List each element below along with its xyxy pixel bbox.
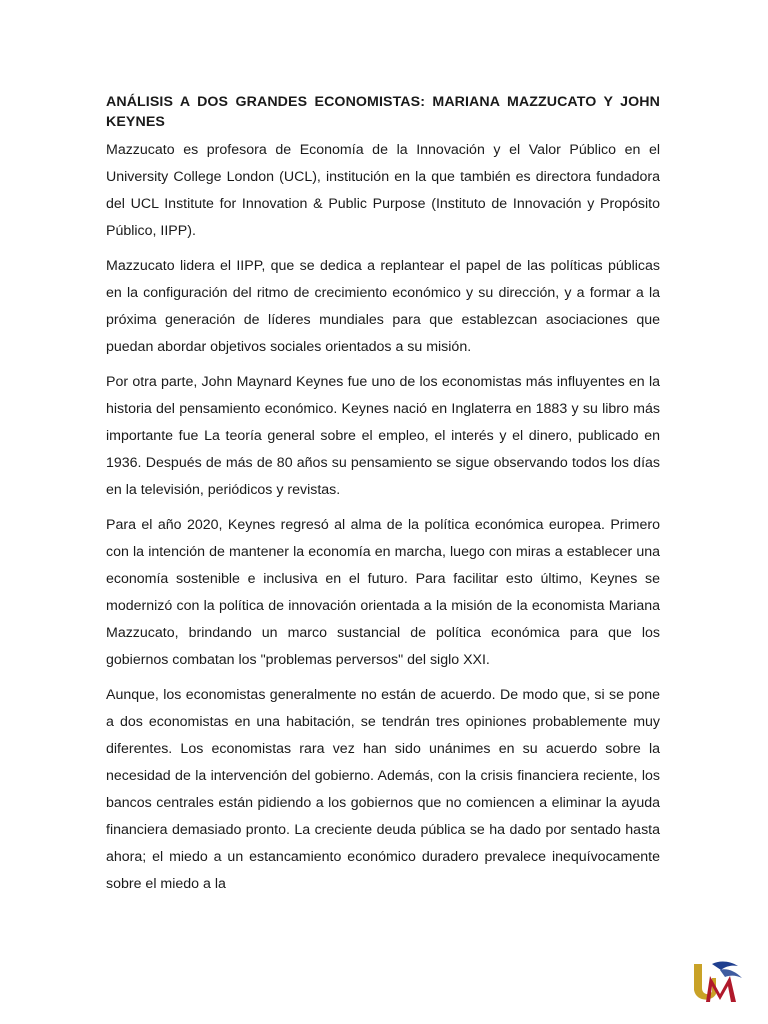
paragraph: Por otra parte, John Maynard Keynes fue uno de los economistas más influyentes en la historia del pensamiento económico. Keynes nació en Inglaterra en 1883 y su libro más importante fue La teoría general sobre el empleo, el interés y el dinero, publicado en 1936. Después de más de 80 años su pensamiento se sigue observando todos los días en la televisión, periódicos y revistas. — [106, 374, 660, 498]
paragraph: Aunque, los economistas generalmente no están de acuerdo. De modo que, si se pone a dos economistas en una habitación, se tendrán tres opiniones probablemente muy diferentes. Los economistas rara vez han sido unánimes en su acuerdo sobre la necesidad de la intervención del gobierno. Además, con la crisis financiera reciente, los bancos centrales están pidiendo a los gobiernos que no comiencen a eliminar la ayuda financiera demasiado pronto. La creciente deuda pública se ha dado por sentado hasta ahora; el miedo a un estancamiento económico duradero prevalece inequívocamente sobre el miedo a la — [106, 687, 660, 892]
document-title: ANÁLISIS A DOS GRANDES ECONOMISTAS: MARIANA MAZZUCATO Y JOHN KEYNES — [106, 94, 660, 130]
document-page — [106, 92, 660, 906]
paragraph: Mazzucato es profesora de Economía de la Innovación y el Valor Público en el University College London (UCL), institución en la que también es directora fundadora del UCL Institute for Innovation & Public Purpose (Instituto de Innovación y Propósito Público, IIPP). — [106, 142, 660, 239]
paragraph: Mazzucato lidera el IIPP, que se dedica a replantear el papel de las políticas públicas en la configuración del ritmo de crecimiento económico y su dirección, y a formar a la próxima generación de líderes mundiales para que establezcan asociaciones que puedan abordar objetivos sociales orientados a su misión. — [106, 258, 660, 355]
university-logo-icon — [690, 958, 746, 1004]
paragraph: Para el año 2020, Keynes regresó al alma de la política económica europea. Primero con la intención de mantener la economía en marcha, luego con miras a establecer una economía sostenible e inclusiva en el futuro. Para facilitar esto último, Keynes se modernizó con la política de innovación orientada a la misión de la economista Mariana Mazzucato, brindando un marco sustancial de política económica para que los gobiernos combatan los "problemas perversos" del siglo XXI. — [106, 517, 660, 668]
